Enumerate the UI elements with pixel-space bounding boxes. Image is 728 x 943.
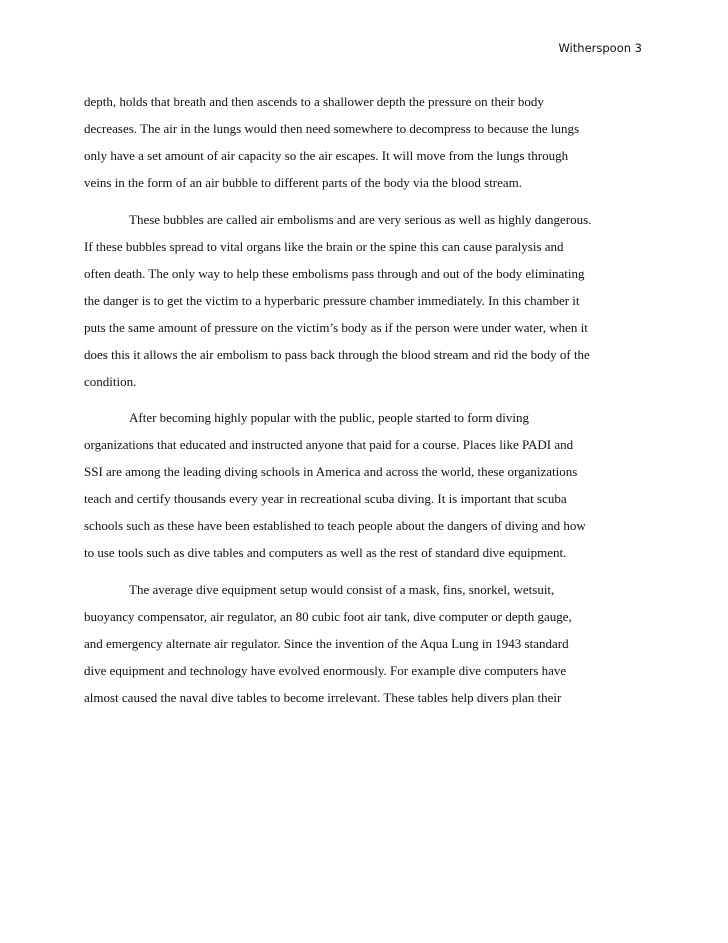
text-line: dive equipment and technology have evolved enormously. For example dive computers have xyxy=(84,662,567,678)
text-line: does this it allows the air embolism to pass back through the blood stream and rid the body of the xyxy=(84,346,590,362)
text-line: and emergency alternate air regulator. Since the invention of the Aqua Lung in 1943 standard xyxy=(84,635,569,651)
text-line: If these bubbles spread to vital organs like the brain or the spine this can cause paralysis and xyxy=(84,238,564,254)
text-line: depth, holds that breath and then ascends to a shallower depth the pressure on their body xyxy=(84,94,544,109)
running-head: Witherspoon 3 xyxy=(558,41,642,55)
text-line: condition. xyxy=(84,373,137,389)
text-line: After becoming highly popular with the public, people started to form diving xyxy=(129,410,530,425)
paragraph-1 xyxy=(84,88,646,196)
text-line: puts the same amount of pressure on the victim’s body as if the person were under water, when it xyxy=(84,319,588,335)
text-line: the danger is to get the victim to a hyperbaric pressure chamber immediately. In this chamber it xyxy=(84,292,580,308)
text-line: often death. The only way to help these embolisms pass through and out of the body eliminating xyxy=(84,265,585,281)
paragraph-gap xyxy=(84,196,646,206)
paragraph-2 xyxy=(84,206,646,395)
body-text xyxy=(84,88,646,711)
text-line: veins in the form of an air bubble to different parts of the body via the blood stream. xyxy=(84,175,523,190)
text-line: only have a set amount of air capacity so the air escapes. It will move from the lungs through xyxy=(84,148,569,163)
text-line: These bubbles are called air embolisms and are very serious as well as highly dangerous. xyxy=(129,211,592,227)
text-line: decreases. The air in the lungs would then need somewhere to decompress to because the lungs xyxy=(84,121,580,136)
text-line: schools such as these have been established to teach people about the dangers of diving and how xyxy=(84,518,586,533)
text-line: teach and certify thousands every year in recreational scuba diving. It is important that scuba xyxy=(84,491,567,506)
text-line: SSI are among the leading diving schools in America and across the world, these organizations xyxy=(84,464,578,479)
text-line: almost caused the naval dive tables to become irrelevant. These tables help divers plan their xyxy=(84,689,562,705)
text-line: The average dive equipment setup would consist of a mask, fins, snorkel, wetsuit, xyxy=(129,581,555,597)
text-line: to use tools such as dive tables and computers as well as the rest of standard dive equipment. xyxy=(84,545,567,560)
paragraph-gap xyxy=(84,566,646,576)
text-line: buoyancy compensator, air regulator, an 80 cubic foot air tank, dive computer or depth gauge, xyxy=(84,608,572,624)
paragraph-gap xyxy=(84,395,646,405)
paragraph-4 xyxy=(84,576,646,711)
text-line: organizations that educated and instructed anyone that paid for a course. Places like PADI and xyxy=(84,437,574,452)
paragraph-3 xyxy=(84,404,646,566)
